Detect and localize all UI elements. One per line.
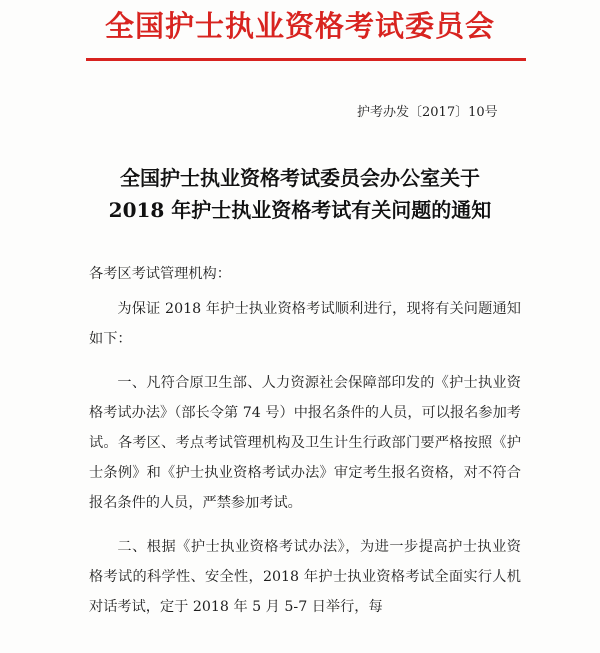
header-red-rule [86, 58, 526, 61]
notice-body [89, 262, 521, 637]
notice-title-line-1: 全国护士执业资格考试委员会办公室关于 [120, 166, 480, 190]
paragraph-item-2: 二、根据《护士执业资格考试办法》，为进一步提高护士执业资格考试的科学性、安全性，2018 年护士执业资格考试全面实行人机对话考试，定于 2018 年 5 月 5-7 日举行，每 [89, 539, 521, 616]
issuing-authority-header: 全国护士执业资格考试委员会 [104, 9, 495, 43]
document-number: 护考办发〔2017〕10号 [357, 105, 498, 120]
notice-title [0, 162, 600, 226]
notice-title-line-2: 2018 年护士执业资格考试有关问题的通知 [108, 198, 492, 222]
paragraph-item-1: 一、凡符合原卫生部、人力资源社会保障部印发的《护士执业资格考试办法》（部长令第 74 号）中报名条件的人员，可以报名参加考试。各考区、考点考试管理机构及卫生计生行政部门要严格按照《护士条例》和《护士执业资格考试办法》审定考生报名资格，对不符合报名条件的人员，严禁参加考试。 [89, 375, 521, 512]
paragraph-intro: 为保证 2018 年护士执业资格考试顺利进行，现将有关问题通知如下： [89, 301, 521, 347]
addressee: 各考区考试管理机构： [89, 266, 231, 282]
